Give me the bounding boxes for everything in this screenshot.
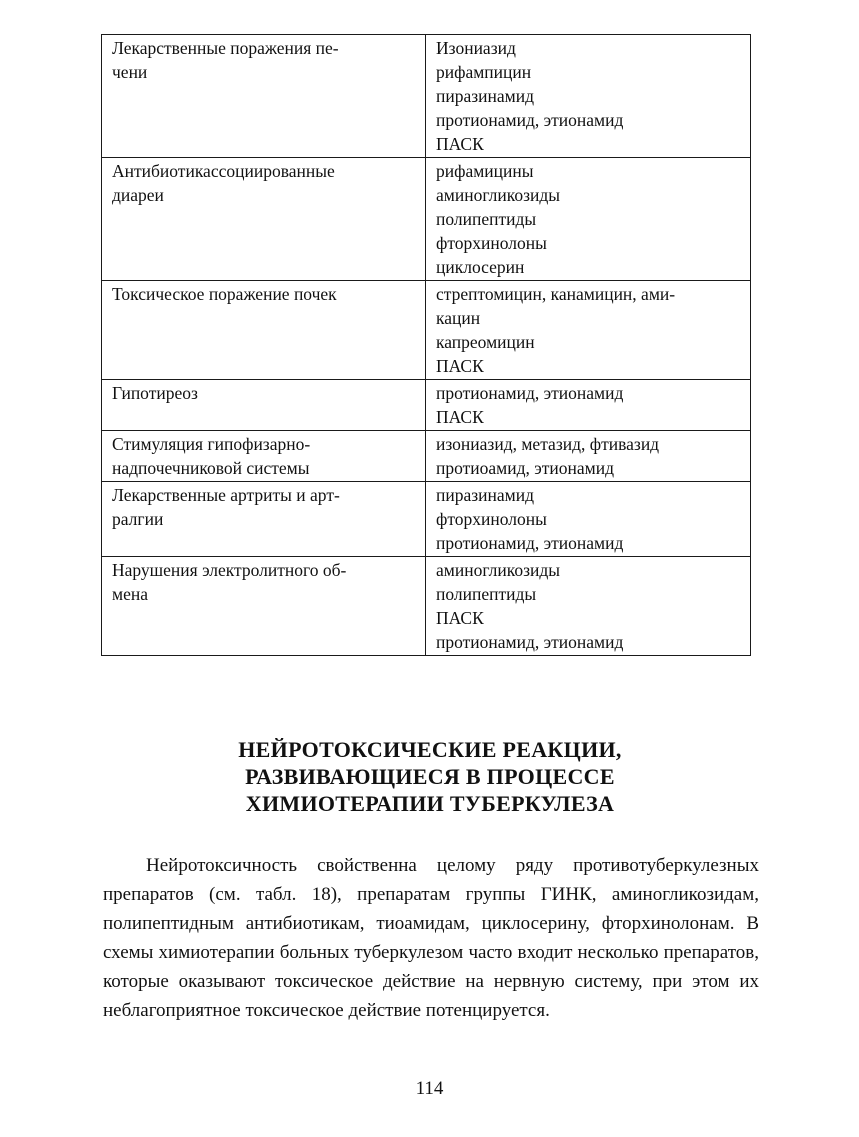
drugs-cell bbox=[426, 431, 751, 482]
section-title-line: НЕЙРОТОКСИЧЕСКИЕ РЕАКЦИИ, bbox=[238, 737, 622, 762]
drug-item: пиразинамид bbox=[436, 86, 535, 106]
drug-item: аминогликозиды bbox=[436, 560, 561, 580]
drug-item: протионамид, этионамид bbox=[436, 110, 624, 130]
effect-cell: Лекарственные артриты и арт- ралгии bbox=[102, 482, 426, 557]
drugs-cell bbox=[426, 557, 751, 656]
drug-item: протионамид, этионамид bbox=[436, 533, 624, 553]
drug-side-effects-table bbox=[101, 34, 751, 656]
table-row bbox=[102, 482, 751, 557]
drugs-cell bbox=[426, 380, 751, 431]
body-paragraph: Нейротоксичность свойственна целому ряду противотуберкулезных препаратов (см. табл. 18), препаратам группы ГИНК, аминогликозидам, полипептидным антибиотикам, тиоамидам, циклосерину, фторхинолонам. В схемы химиотерапии больных туберкулезом часто входит несколько препаратов, которые оказывают токсическое действие на нервную систему, при этом их неблагоприятное токсическое действие потенцируется. bbox=[103, 855, 759, 1021]
section-title-line: ХИМИОТЕРАПИИ ТУБЕРКУЛЕЗА bbox=[245, 791, 615, 816]
effect-cell: Гипотиреоз bbox=[102, 380, 426, 431]
drugs-cell bbox=[426, 482, 751, 557]
drug-item: ПАСК bbox=[436, 608, 484, 628]
table-row bbox=[102, 35, 751, 158]
drug-item: стрептомицин, канамицин, ами- bbox=[436, 284, 676, 304]
drug-item: ПАСК bbox=[436, 134, 484, 154]
effect-cell: Токсическое поражение почек bbox=[102, 281, 426, 380]
drug-item: полипептиды bbox=[436, 584, 537, 604]
effect-cell: Нарушения электролитного об- мена bbox=[102, 557, 426, 656]
drugs-cell bbox=[426, 158, 751, 281]
drug-item: Изониазид bbox=[436, 38, 516, 58]
effect-cell: Лекарственные поражения пе- чени bbox=[102, 35, 426, 158]
drug-item: пиразинамид bbox=[436, 485, 535, 505]
drug-item: капреомицин bbox=[436, 332, 535, 352]
drug-item: кацин bbox=[436, 308, 481, 328]
drug-item: фторхинолоны bbox=[436, 509, 547, 529]
drug-item: ПАСК bbox=[436, 407, 484, 427]
drug-item: протионамид, этионамид bbox=[436, 383, 624, 403]
page-number: 114 bbox=[415, 1078, 444, 1099]
drug-item: изониазид, метазид, фтивазид bbox=[436, 434, 660, 454]
effect-cell: Стимуляция гипофизарно- надпочечниковой системы bbox=[102, 431, 426, 482]
drug-item: ПАСК bbox=[436, 356, 484, 376]
table-row bbox=[102, 380, 751, 431]
section-title-line: РАЗВИВАЮЩИЕСЯ В ПРОЦЕССЕ bbox=[245, 764, 615, 789]
drug-item: аминогликозиды bbox=[436, 185, 561, 205]
drug-item: протиоамид, этионамид bbox=[436, 458, 615, 478]
table-body bbox=[102, 35, 751, 656]
effect-cell: Антибиотикассоциированные диареи bbox=[102, 158, 426, 281]
drug-item: рифамицины bbox=[436, 161, 534, 181]
table-row bbox=[102, 431, 751, 482]
section-title bbox=[80, 736, 780, 817]
drug-item: циклосерин bbox=[436, 257, 525, 277]
drugs-cell bbox=[426, 281, 751, 380]
table-row bbox=[102, 158, 751, 281]
table-row bbox=[102, 281, 751, 380]
table-row bbox=[102, 557, 751, 656]
drug-item: рифампицин bbox=[436, 62, 532, 82]
drugs-cell bbox=[426, 35, 751, 158]
drug-item: полипептиды bbox=[436, 209, 537, 229]
drug-item: фторхинолоны bbox=[436, 233, 547, 253]
drug-item: протионамид, этионамид bbox=[436, 632, 624, 652]
